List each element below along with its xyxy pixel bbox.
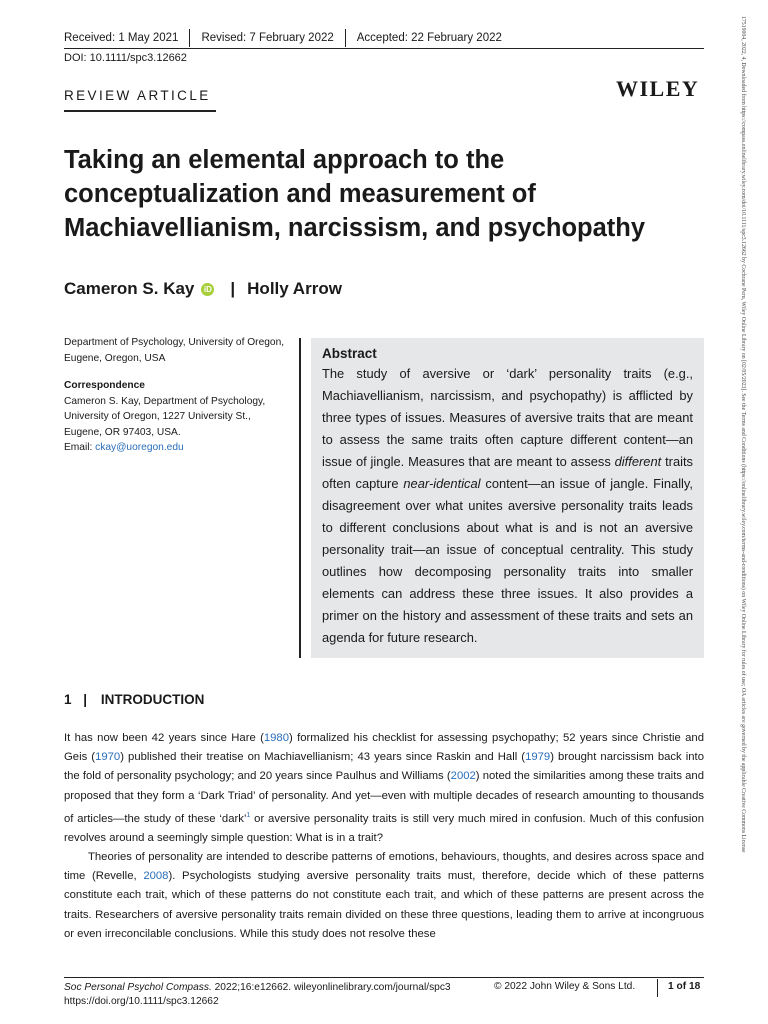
section-heading bbox=[64, 692, 204, 707]
citation-link[interactable]: 1970 bbox=[95, 751, 121, 764]
accepted-date: Accepted: 22 February 2022 bbox=[356, 32, 502, 44]
affiliation-block bbox=[64, 335, 289, 456]
orcid-icon[interactable]: iD bbox=[201, 283, 214, 296]
abstract-heading: Abstract bbox=[322, 346, 377, 361]
header-rule bbox=[64, 48, 704, 49]
correspondence-address: Cameron S. Kay, Department of Psychology, University of Oregon, 1227 University St., Eugene, OR 97403, USA. bbox=[64, 395, 266, 438]
download-note: 17519004, 2022, 4, Downloaded from https://compass.onlinelibrary.wiley.com/doi/10.1111/spc3.12662 by Cochrane Peru, Wiley Online Library on [02/05/2023]. See the Terms and Conditions (https://onlinelibrary.wiley.com/terms-and-conditions) on Wiley Online Library for rules of use; OA articles are governed by the applicable Creative Commons License bbox=[740, 16, 746, 853]
paragraph: Theories of personality are intended to describe patterns of emotions, behaviours, thoughts, and desires across space and time (Revelle, 2008). Psychologists studying aversive personality traits must, therefore, decide which of these patterns constitute each trait, which of these patterns do not constitute each trait, and which of these patterns are present across the traits. Researchers of aversive personality traits remain divided on these three questions, leading them to arrive at incongruous or even irreconcilable conclusions. While this study does not resolve these bbox=[64, 850, 704, 940]
footer-divider bbox=[657, 979, 658, 997]
footer-citation bbox=[64, 981, 451, 1009]
paragraph: It has now been 42 years since Hare (1980) formalized his checklist for assessing psychopathy; 52 years since Christie and Geis (1970) published their treatise on Machiavellianism; 43 years since Raskin and Hall (1979) brought narcissism back into the fold of personality psychology; and 20 years since Paulhus and Williams (2002) noted the similarities among these traits and proposed that they form a ‘Dark Triad’ of personality. And yet—even with multiple decades of research amounting to thousands of articles—the study of these ‘dark’$^1$ or aversive personality traits is still very much mired in confusion. Much of this confusion revolves around a seemingly simple question: What is in a trait? bbox=[64, 732, 705, 844]
article-type: REVIEW ARTICLE bbox=[64, 88, 211, 103]
email-label: Email: bbox=[64, 442, 96, 453]
footnote-link[interactable]: 1 bbox=[246, 811, 251, 819]
date-divider bbox=[345, 29, 346, 47]
email-line bbox=[64, 440, 289, 456]
article-dates bbox=[64, 29, 502, 47]
email-link[interactable]: ckay@uoregon.edu bbox=[95, 442, 184, 453]
page-number: 1 of 18 bbox=[668, 981, 701, 992]
footer-rule bbox=[64, 977, 704, 978]
revised-date: Revised: 7 February 2022 bbox=[201, 32, 334, 44]
author-name[interactable]: Cameron S. Kay bbox=[64, 279, 195, 298]
body-text bbox=[64, 729, 704, 944]
citation-link[interactable]: 1979 bbox=[525, 751, 551, 764]
author-separator: | bbox=[230, 279, 236, 298]
doi[interactable]: DOI: 10.1111/spc3.12662 bbox=[64, 52, 187, 64]
correspondence-heading: Correspondence bbox=[64, 380, 145, 391]
abstract-text: The study of aversive or ‘dark’ personality traits (e.g., Machiavellianism, narcissism, and psychopathy) is afflicted by three types of issues. Measures of aversive traits that are meant to assess the same traits often capture different content—an issue of jingle. Measures that are meant to assess different traits often capture near-identical content—an issue of jangle. Finally, disagreement over what unites aversive personality traits leads to different conclusions about what is and is not an aversive personality trait—an issue of conceptual centrality. This study outlines how decomposing personality traits into smaller elements can address these three issues. It also provides a primer on the history and assessment of these traits and sets an agenda for future research. bbox=[322, 366, 694, 645]
doi-url[interactable]: https://doi.org/10.1111/spc3.12662 bbox=[64, 996, 219, 1007]
section-title: INTRODUCTION bbox=[100, 692, 205, 707]
citation-link[interactable]: 2008 bbox=[143, 870, 169, 883]
date-divider bbox=[189, 29, 190, 47]
article-title: Taking an elemental approach to the conceptualization and measurement of Machiavellianism, narcissism, and psychopathy bbox=[64, 146, 646, 242]
copyright: © 2022 John Wiley & Sons Ltd. bbox=[494, 981, 636, 992]
section-separator: | bbox=[83, 692, 88, 707]
abstract-divider bbox=[299, 338, 301, 658]
citation-link[interactable]: 1980 bbox=[263, 732, 289, 744]
publisher-logo: WILEY bbox=[616, 76, 700, 101]
article-type-underline bbox=[64, 110, 216, 112]
citation-info: 2022;16:e12662. wileyonlinelibrary.com/journal/spc3 bbox=[211, 982, 451, 993]
journal-name: Soc Personal Psychol Compass. bbox=[64, 982, 212, 993]
abstract-box bbox=[311, 338, 704, 658]
citation-link[interactable]: 2002 bbox=[450, 770, 476, 783]
received-date: Received: 1 May 2021 bbox=[64, 32, 179, 44]
author-list bbox=[64, 279, 342, 299]
department: Department of Psychology, University of Oregon, Eugene, Oregon, USA bbox=[64, 337, 285, 364]
author-name[interactable]: Holly Arrow bbox=[247, 279, 342, 298]
section-number: 1 bbox=[64, 692, 72, 707]
